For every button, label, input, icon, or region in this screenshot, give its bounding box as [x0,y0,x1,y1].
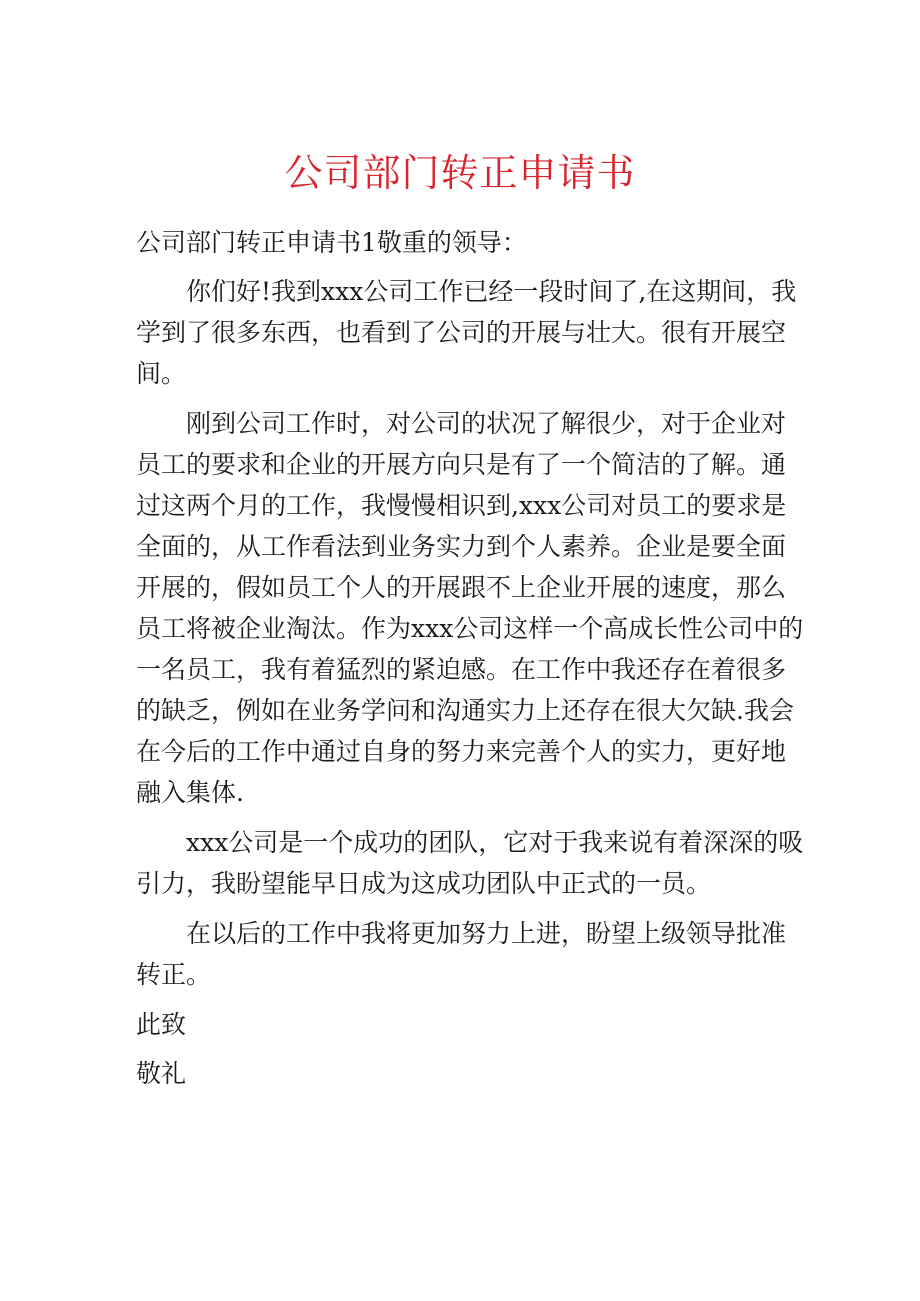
paragraph-1: 你们好!我到xxx公司工作已经一段时间了,在这期间，我学到了很多东西，也看到了公司的开展与壮大。很有开展空间。 [136,277,797,388]
closing-line-1: 此致 [136,1010,187,1039]
document-body [136,222,806,1102]
paragraph-3: xxx公司是一个成功的团队，它对于我来说有着深深的吸引力，我盼望能早日成为这成功团队中正式的一员。 [136,828,804,898]
document-title: 公司部门转正申请书 [284,151,636,195]
paragraph-4: 在以后的工作中我将更加努力上进，盼望上级领导批准转正。 [136,919,787,989]
paragraph-2: 刚到公司工作时，对公司的状况了解很少，对于企业对员工的要求和企业的开展方向只是有了一个简洁的了解。通过这两个月的工作，我慢慢相识到,xxx公司对员工的要求是全面的，从工作看法到业务实力到个人素养。企业是要全面开展的，假如员工个人的开展跟不上企业开展的速度，那么员工将被企业淘汰。作为xxx公司这样一个高成长性公司中的一名员工，我有着猛烈的紧迫感。在工作中我还存在着很多的缺乏，例如在业务学问和沟通实力上还存在很大欠缺.我会在今后的工作中通过自身的努力来完善个人的实力，更好地融入集体. [136,409,804,807]
salutation-line: 公司部门转正申请书1敬重的领导： [136,228,527,257]
closing-line-2: 敬礼 [136,1059,187,1088]
